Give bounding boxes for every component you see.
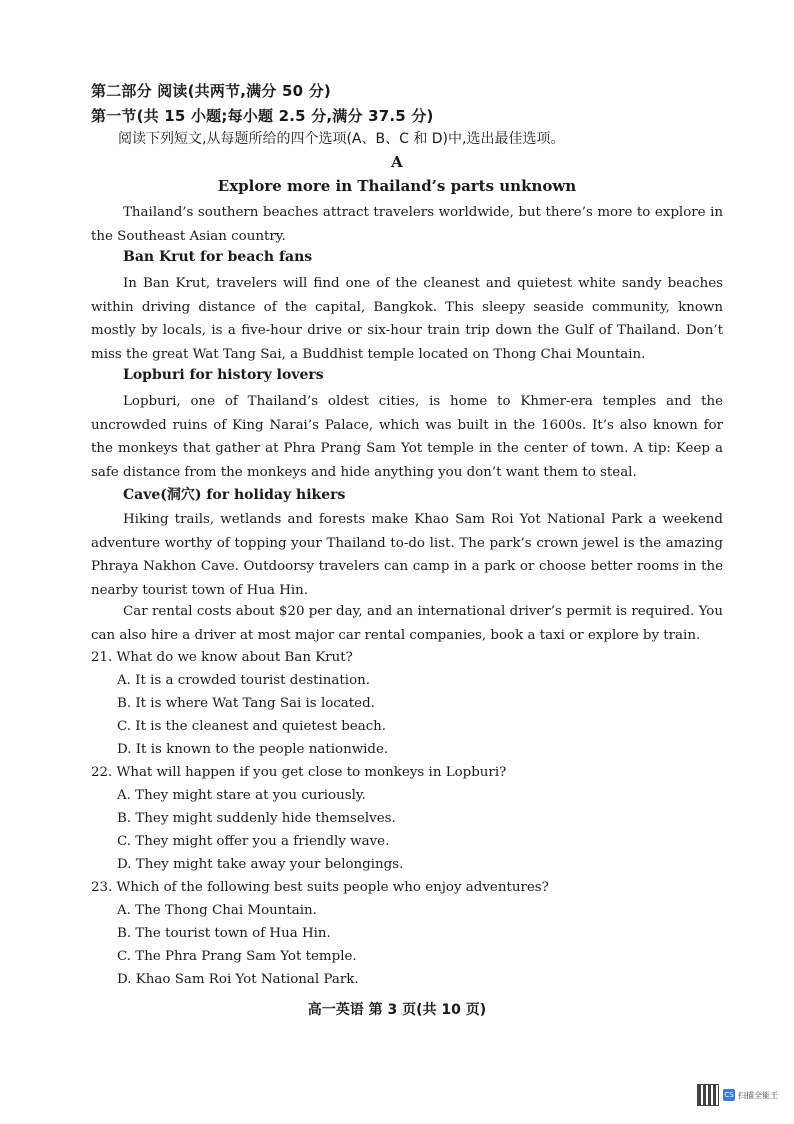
- subheading-cave: Cave(洞穴) for holiday hikers: [123, 487, 346, 503]
- question-23-option-c: C. The Phra Prang Sam Yot temple.: [117, 949, 357, 964]
- question-21-option-d: D. It is known to the people nationwide.: [117, 742, 389, 757]
- part-title: 第二部分 阅读(共两节,满分 50 分): [91, 82, 331, 100]
- subheading-lopburi: Lopburi for history lovers: [123, 367, 324, 383]
- passage-title: Explore more in Thailand’s parts unknown: [217, 177, 577, 195]
- scanner-watermark: [697, 1084, 778, 1106]
- question-21: 21. What do we know about Ban Krut?: [91, 650, 353, 665]
- car-rental-paragraph: Car rental costs about $20 per day, and an international driver’s permit is required. You can also hire a driver at most major car rental companies, book a taxi or explore by train.: [91, 604, 723, 643]
- question-23-option-b: B. The tourist town of Hua Hin.: [117, 926, 331, 941]
- question-21-option-b: B. It is where Wat Tang Sai is located.: [117, 696, 375, 711]
- question-22-option-d: D. They might take away your belongings.: [117, 857, 404, 872]
- question-21-option-c: C. It is the cleanest and quietest beach.: [117, 719, 387, 734]
- passage-letter: A: [391, 153, 403, 171]
- lopburi-paragraph: Lopburi, one of Thailand’s oldest cities, is home to Khmer-era temples and the uncrowded ruins of King Narai’s Palace, which was built in the 1600s. It’s also known for the monkeys that gather at Phra Prang Sam Yot temple in the center of town. A tip: Keep a safe distance from the monkeys and hide anything you don’t want them to steal.: [91, 394, 723, 480]
- question-23-option-d: D. Khao Sam Roi Yot National Park.: [117, 972, 359, 987]
- subheading-ban-krut: Ban Krut for beach fans: [123, 249, 313, 265]
- section-title: 第一节(共 15 小题;每小题 2.5 分,满分 37.5 分): [91, 107, 434, 125]
- ban-krut-paragraph: In Ban Krut, travelers will find one of the cleanest and quietest white sandy beaches within driving distance of the capital, Bangkok. This sleepy seaside community, known mostly by locals, is a five-hour drive or six-hour train trip down the Gulf of Thailand. Don’t miss the great Wat Tang Sai, a Buddhist temple located on Thong Chai Mountain.: [91, 276, 723, 362]
- scanner-name: 扫描全能王: [738, 1090, 778, 1100]
- qr-code-icon: [697, 1084, 719, 1106]
- question-22-option-a: A. They might stare at you curiously.: [117, 788, 366, 803]
- instructions: 阅读下列短文,从每题所给的四个选项(A、B、C 和 D)中,选出最佳选项。: [118, 131, 565, 147]
- question-22: 22. What will happen if you get close to monkeys in Lopburi?: [91, 765, 507, 780]
- page-footer: 高一英语 第 3 页(共 10 页): [307, 1002, 487, 1018]
- question-21-option-a: A. It is a crowded tourist destination.: [117, 673, 371, 688]
- question-23: 23. Which of the following best suits people who enjoy adventures?: [91, 880, 549, 895]
- question-23-option-a: A. The Thong Chai Mountain.: [117, 903, 317, 918]
- cave-paragraph: Hiking trails, wetlands and forests make Khao Sam Roi Yot National Park a weekend adventure worthy of topping your Thailand to-do list. The park’s crown jewel is the amazing Phraya Nakhon Cave. Outdoorsy travelers can camp in a park or choose better rooms in the nearby tourist town of Hua Hin.: [91, 512, 723, 598]
- question-22-option-b: B. They might suddenly hide themselves.: [117, 811, 396, 826]
- scanner-badge-icon: CS: [724, 1091, 734, 1099]
- question-22-option-c: C. They might offer you a friendly wave.: [117, 834, 390, 849]
- intro-paragraph: Thailand’s southern beaches attract travelers worldwide, but there’s more to explore in the Southeast Asian country.: [91, 205, 723, 244]
